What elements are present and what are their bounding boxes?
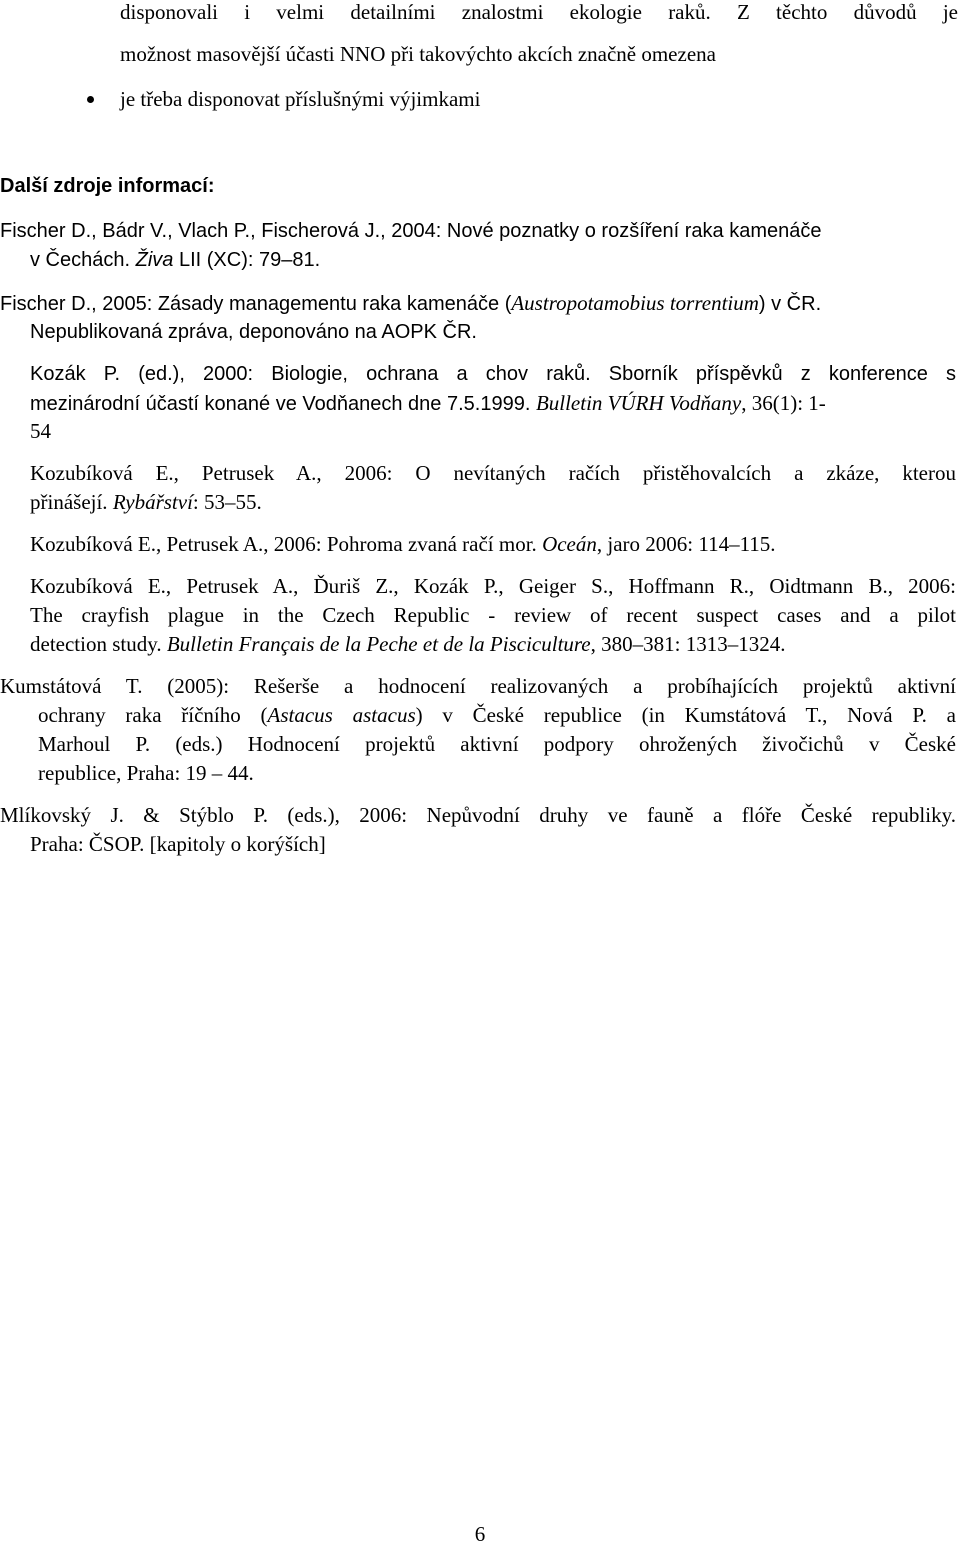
ref-kozubikova-2006c-line-2: The crayfish plague in the Czech Republic - review of recent suspect cases and a pilot: [30, 603, 956, 627]
ref-fischer-2004-line-2: v Čechách. Živa LII (XC): 79–81.: [30, 249, 321, 271]
bullet-text: je třeba disponovat příslušnými výjimkami: [120, 87, 481, 111]
ref-kozubikova-2006c-line-1: Kozubíková E., Petrusek A., Ďuriš Z., Kozák P., Geiger S., Hoffmann R., Oidtmann B., 2006:: [30, 574, 956, 598]
ref-kozubikova-2006a-line-1: Kozubíková E., Petrusek A., 2006: O nevítaných račích přistěhovalcích a zkáze, kterou: [30, 461, 956, 485]
journal-title: Oceán: [542, 532, 597, 556]
ref-kozubikova-2006b-line-1: Kozubíková E., Petrusek A., 2006: Pohroma zvaná račí mor. Oceán, jaro 2006: 114–115.: [30, 532, 776, 556]
ref-kumstatova-2005-line-4: republice, Praha: 19 – 44.: [38, 761, 254, 785]
bullet-icon: [87, 96, 94, 103]
ref-fischer-2004-line-1: Fischer D., Bádr V., Vlach P., Fischerová J., 2004: Nové poznatky o rozšíření raka kamenáče: [0, 220, 822, 242]
species-name: Astacus astacus: [267, 703, 416, 727]
journal-title: Bulletin Français de la Peche et de la Pisciculture: [166, 632, 591, 656]
journal-title: Bulletin VÚRH Vodňany: [535, 391, 742, 415]
intro-line-1: disponovali i velmi detailními znalostmi ekologie raků. Z těchto důvodů je: [120, 0, 958, 24]
section-heading: Další zdroje informací:: [0, 175, 215, 197]
ref-kumstatova-2005-line-3: Marhoul P. (eds.) Hodnocení projektů aktivní podpory ohrožených živočichů v České: [38, 732, 956, 756]
ref-kumstatova-2005-line-2: ochrany raka říčního (Astacus astacus) v České republice (in Kumstátová T., Nová P. a: [38, 703, 956, 727]
species-name: Austropotamobius torrentium: [511, 291, 759, 315]
journal-title: Živa: [135, 249, 174, 271]
ref-kozak-2000-line-2: mezinárodní účastí konané ve Vodňanech dne 7.5.1999. Bulletin VÚRH Vodňany, 36(1): 1-: [30, 391, 826, 415]
ref-kozak-2000-line-3: 54: [30, 419, 51, 443]
ref-kozubikova-2006c-line-3: detection study. Bulletin Français de la Peche et de la Pisciculture, 380–381: 1313–1324.: [30, 632, 786, 656]
journal-title: Rybářství: [112, 490, 193, 514]
ref-mlikovsky-2006-line-2: Praha: ČSOP. [kapitoly o korýších]: [30, 832, 326, 856]
ref-kozubikova-2006a-line-2: přinášejí. Rybářství: 53–55.: [30, 490, 262, 514]
page-number: 6: [474, 1522, 486, 1546]
ref-kumstatova-2005-line-1: Kumstátová T. (2005): Rešerše a hodnocení realizovaných a probíhajících projektů aktivní: [0, 674, 956, 698]
ref-kozak-2000-line-1: Kozák P. (ed.), 2000: Biologie, ochrana a chov raků. Sborník příspěvků z konference s: [30, 363, 956, 385]
ref-fischer-2005-line-2: Nepublikovaná zpráva, deponováno na AOPK ČR.: [30, 321, 477, 343]
ref-fischer-2005-line-1: Fischer D., 2005: Zásady managementu raka kamenáče (Austropotamobius torrentium) v ČR.: [0, 291, 822, 315]
ref-mlikovsky-2006-line-1: Mlíkovský J. & Stýblo P. (eds.), 2006: Nepůvodní druhy ve fauně a flóře České republiky.: [0, 803, 956, 827]
intro-line-2: možnost masovější účasti NNO při takovýchto akcích značně omezena: [120, 42, 716, 66]
